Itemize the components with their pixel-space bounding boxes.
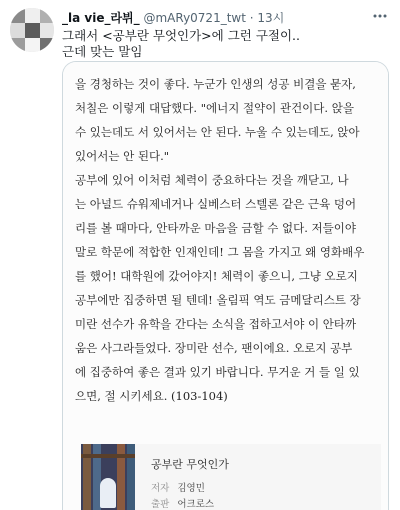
page-line: 움은 사그라들었다. 장미란 선수, 팬이에요. 오로지 공부 bbox=[75, 341, 353, 355]
avatar-tile bbox=[40, 23, 54, 38]
book-page-photo bbox=[63, 62, 388, 510]
page-line: 있어서는 안 된다." bbox=[75, 149, 170, 163]
publisher-label: 출판 bbox=[151, 499, 170, 510]
avatar-tile bbox=[25, 38, 40, 52]
avatar[interactable] bbox=[10, 8, 54, 52]
avatar-tile bbox=[10, 8, 25, 23]
page-line: 미란 선수가 유학을 간다는 소식을 접하고서야 이 안타까 bbox=[75, 317, 357, 331]
avatar-tile bbox=[10, 23, 25, 38]
publisher-value: 어크로스 bbox=[177, 499, 215, 510]
book-info-box bbox=[81, 444, 381, 510]
more-horizontal-icon[interactable] bbox=[370, 8, 390, 24]
avatar-tile bbox=[10, 38, 25, 52]
page-line: 말로 학문에 적합한 인재인데! 그 몸을 가지고 왜 영화배우 bbox=[75, 245, 365, 259]
timestamp[interactable]: 13시 bbox=[257, 11, 285, 25]
display-name[interactable]: _la vie_라뷔_ bbox=[62, 11, 140, 25]
avatar-tile bbox=[25, 23, 40, 38]
page-line: 을 경청하는 것이 좋다. 누군가 인생의 성공 비결을 묻자, bbox=[75, 77, 356, 91]
book-publisher-row bbox=[151, 496, 214, 510]
book-title: 공부란 무엇인가 bbox=[151, 458, 229, 471]
tweet-text-line-1: 그래서 <공부란 무엇인가>에 그런 구절이.. bbox=[62, 28, 300, 43]
page-line: 공부에 있어 이처럼 체력이 중요하다는 것을 깨닫고, 나 bbox=[75, 173, 349, 187]
separator: · bbox=[249, 11, 254, 25]
avatar-tile bbox=[40, 8, 54, 23]
page-line: 으면, 절 시키세요. (103-104) bbox=[75, 389, 228, 403]
tweet-media[interactable] bbox=[62, 61, 389, 510]
page-line: 수 있는데도 서 있어서는 안 된다. 누울 수 있는데도, 앉아 bbox=[75, 125, 360, 139]
page-line: 는 아널드 슈워제네거나 실베스터 스텔론 같은 근육 덩어 bbox=[75, 197, 357, 211]
page-line: 를 했어! 대학원에 갔어야지! 체력이 좋으니, 그냥 오로지 bbox=[75, 269, 358, 283]
page-line: 공부에만 집중하면 될 텐데! 올림픽 역도 금메달리스트 장 bbox=[75, 293, 361, 307]
avatar-tile bbox=[40, 38, 54, 52]
tweet-header bbox=[62, 9, 370, 27]
avatar-tile bbox=[25, 8, 40, 23]
page-line: 에 집중하여 좋은 결과 있기 바랍니다. 무거운 거 들 일 있 bbox=[75, 365, 360, 379]
more-horizontal-icon-glyph bbox=[372, 8, 388, 24]
book-cover-image bbox=[81, 444, 135, 510]
book-author-row bbox=[151, 480, 205, 494]
author-value: 김영민 bbox=[177, 483, 205, 494]
page-line: 리를 볼 때마다, 안타까운 마음을 금할 수 없다. 저들이야 bbox=[75, 221, 356, 235]
book-cover-figure bbox=[100, 478, 116, 508]
tweet-text-line-2: 근데 맞는 말임 bbox=[62, 44, 143, 59]
author-label: 저자 bbox=[151, 483, 170, 494]
page-line: 처칠은 이렇게 대답했다. "에너지 절약이 관건이다. 앉을 bbox=[75, 101, 354, 115]
user-handle[interactable]: @mARy0721_twt bbox=[143, 11, 246, 25]
